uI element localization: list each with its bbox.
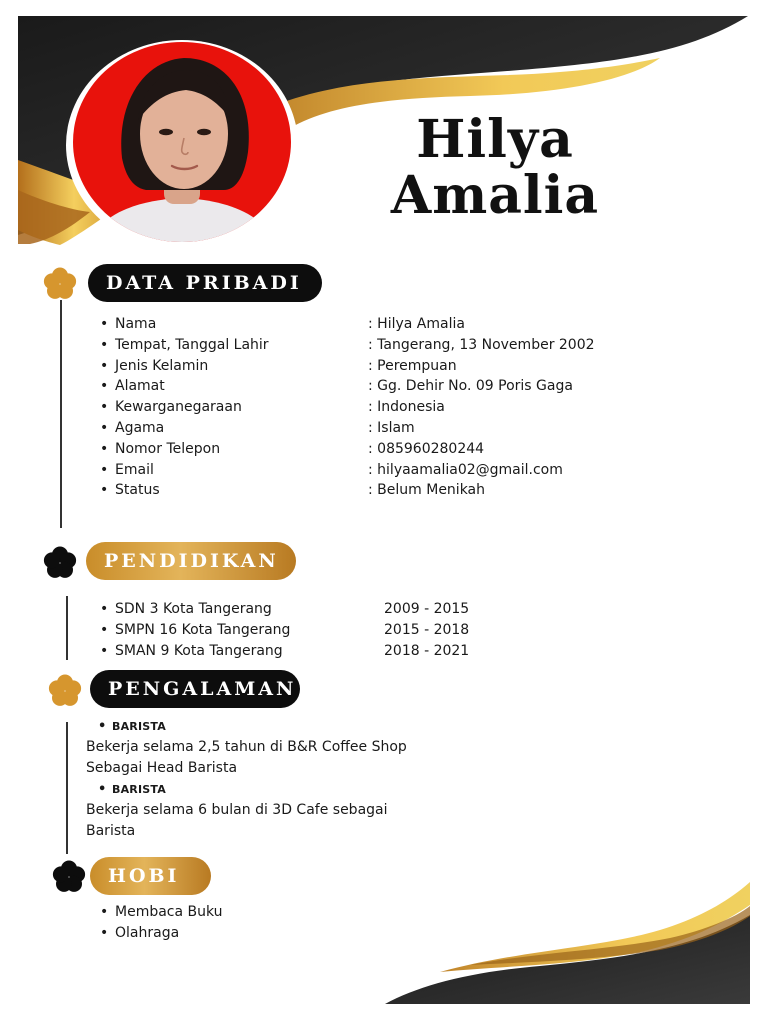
section-header-education: PENDIDIKAN: [86, 542, 296, 580]
list-item: • Kewarganegaraan : Indonesia: [100, 399, 445, 416]
section-header-hobby: HOBI: [90, 857, 211, 895]
first-name: Hilya: [416, 109, 574, 170]
list-item: • Membaca Buku: [100, 904, 223, 920]
gold-flower-icon: [42, 266, 78, 302]
education-list: [100, 599, 520, 661]
experience-description: Barista: [86, 823, 136, 839]
list-item: • Alamat : Gg. Dehir No. 09 Poris Gaga: [100, 378, 573, 395]
list-item: • SDN 3 Kota Tangerang 2009 - 2015: [100, 601, 470, 617]
experience-role: • BARISTA: [98, 719, 166, 734]
experience-description: Bekerja selama 2,5 tahun di B&R Coffee Shop: [86, 739, 407, 755]
timeline-line: [66, 596, 68, 660]
experience-item: [86, 717, 446, 779]
black-flower-icon: [42, 545, 78, 581]
list-item: • Agama : Islam: [100, 419, 415, 436]
experience-description: Sebagai Head Barista: [86, 760, 238, 776]
experience-item: [86, 780, 446, 842]
list-item: • SMAN 9 Kota Tangerang 2018 - 2021: [100, 642, 470, 659]
last-name: Amalia: [390, 165, 600, 226]
list-item: • Nama : Hilya Amalia: [100, 316, 465, 332]
hobby-list: [100, 902, 400, 944]
experience-role: • BARISTA: [98, 782, 166, 797]
list-item: • Olahraga: [100, 924, 180, 941]
profile-photo: [66, 40, 298, 250]
black-flower-icon: [51, 859, 87, 895]
experience-description: Bekerja selama 6 bulan di 3D Cafe sebagai: [86, 802, 388, 818]
section-header-experience: PENGALAMAN: [90, 670, 300, 708]
list-item: • Tempat, Tanggal Lahir : Tangerang, 13 November 2002: [100, 336, 595, 353]
list-item: • Status : Belum Menikah: [100, 482, 486, 499]
profile-name: [360, 109, 630, 226]
list-item: • SMPN 16 Kota Tangerang 2015 - 2018: [100, 621, 470, 638]
timeline-line: [66, 722, 68, 854]
personal-data-list: [100, 314, 620, 501]
gold-flower-icon: [47, 673, 83, 709]
section-header-personal: DATA PRIBADI: [88, 264, 322, 302]
timeline-line: [60, 300, 62, 528]
list-item: • Email : hilyaamalia02@gmail.com: [100, 461, 563, 478]
list-item: • Nomor Telepon : 085960280244: [100, 440, 485, 457]
list-item: • Jenis Kelamin : Perempuan: [100, 357, 457, 374]
